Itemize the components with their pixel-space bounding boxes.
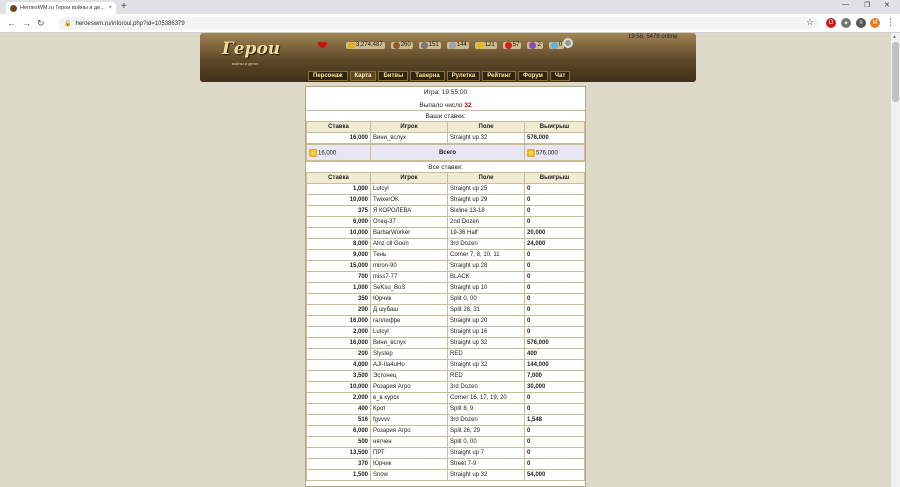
menu-item[interactable]: Рулетка — [447, 71, 481, 81]
resource-bar — [346, 40, 564, 50]
table-row — [307, 415, 585, 426]
game-logo[interactable]: Герои — [222, 39, 281, 59]
health-heart-icon: ❤ — [317, 38, 328, 53]
tab-title: HeroesWM.ru Герои войны и де... — [20, 5, 105, 11]
lock-icon: 🔒 — [64, 21, 72, 27]
bet-field: Straight up 32 — [448, 338, 525, 349]
clock-icon — [563, 38, 573, 48]
gold-icon — [309, 149, 317, 157]
bet-win: 0 — [525, 305, 585, 316]
your-bets-caption: Ваши ставки: — [306, 110, 585, 121]
ore-icon — [421, 42, 428, 49]
bet-field: Corner 16, 17, 19, 20 — [448, 393, 525, 404]
main-menu — [308, 71, 570, 81]
bet-win: 0 — [525, 327, 585, 338]
bet-stake: 6,000 — [307, 426, 371, 437]
bet-field: Split 8, 9 — [448, 404, 525, 415]
bet-field: Split 26, 29 — [448, 426, 525, 437]
bet-field: Straight up 32 — [448, 470, 525, 481]
bet-player-link[interactable]: Я КОРОЛЕВА — [371, 206, 448, 217]
gold-icon — [348, 42, 355, 49]
bet-win: 0 — [525, 283, 585, 294]
column-header[interactable]: Поле — [448, 122, 525, 133]
column-header[interactable]: Выигрыш — [525, 173, 585, 184]
bet-player-link[interactable]: Тень — [371, 250, 448, 261]
menu-item[interactable]: Рейтинг — [482, 71, 516, 81]
resource-value: 0 — [558, 42, 563, 48]
more-menu-icon[interactable]: ⋮ — [886, 17, 895, 27]
bet-field: 3rd Dozen — [448, 415, 525, 426]
result-line — [306, 101, 585, 110]
bet-player-link[interactable]: Вини_вслух — [371, 133, 448, 144]
bet-field: Straight up 20 — [448, 316, 525, 327]
new-tab-button[interactable]: + — [121, 1, 127, 12]
your-bets-table — [306, 121, 585, 144]
bet-field: Split 0, 00 — [448, 437, 525, 448]
bet-player-link[interactable]: Юрчик — [371, 459, 448, 470]
resource-item[interactable] — [549, 42, 564, 49]
bet-player-link[interactable]: ПРТ — [371, 448, 448, 459]
bet-player-link[interactable]: Вини_вслух — [371, 338, 448, 349]
bet-player-link[interactable]: Отец-37 — [371, 217, 448, 228]
bet-player-link[interactable]: BarbarWorker — [371, 228, 448, 239]
bet-stake: 1,000 — [307, 283, 371, 294]
bet-win: 1,548 — [525, 415, 585, 426]
resource-item[interactable] — [447, 42, 469, 49]
table-row — [307, 133, 585, 144]
back-arrow-icon[interactable]: ← — [7, 18, 16, 28]
bet-field: 19-36 Half — [448, 228, 525, 239]
bet-stake: 10,000 — [307, 382, 371, 393]
scroll-thumb[interactable] — [892, 42, 899, 102]
table-row — [307, 316, 585, 327]
bet-win: 0 — [525, 272, 585, 283]
bet-field: Corner 7, 8, 10, 11 — [448, 250, 525, 261]
total-table — [306, 144, 585, 161]
column-header[interactable]: Ставка — [307, 173, 371, 184]
bet-field: Split 0, 00 — [448, 294, 525, 305]
table-row — [307, 360, 585, 371]
all-bets-table — [306, 172, 585, 481]
table-row — [307, 404, 585, 415]
table-row — [307, 239, 585, 250]
bet-player-link[interactable]: Lutcyl — [371, 327, 448, 338]
bet-win: 0 — [525, 404, 585, 415]
url-text: heroeswm.ru/inforoul.php?id=105386379 — [75, 20, 185, 27]
bet-win: 0 — [525, 316, 585, 327]
bet-stake: 500 — [307, 437, 371, 448]
menu-item[interactable]: Персонаж — [308, 71, 348, 81]
browser-tab-bar — [0, 0, 900, 14]
bet-field: RED — [448, 371, 525, 382]
maximize-button[interactable]: ❐ — [864, 2, 871, 9]
bet-win: 24,000 — [525, 239, 585, 250]
table-row — [307, 184, 585, 195]
sulfur-icon — [477, 42, 484, 49]
bet-player-link[interactable]: Эстонец — [371, 371, 448, 382]
resource-item[interactable] — [475, 42, 497, 49]
bet-stake: 1,500 — [307, 470, 371, 481]
bet-win: 0 — [525, 261, 585, 272]
total-stake: 16,000 — [307, 145, 371, 161]
bet-win: 0 — [525, 217, 585, 228]
resource-value: 144 — [456, 42, 467, 48]
close-icon[interactable]: × — [108, 5, 112, 11]
bet-stake: 516 — [307, 415, 371, 426]
bet-win: 400 — [525, 349, 585, 360]
bet-win: 576,000 — [525, 133, 585, 144]
total-row — [307, 145, 585, 161]
bet-field: Split 28, 31 — [448, 305, 525, 316]
bet-field: Street 7-9 — [448, 459, 525, 470]
bet-stake: 16,000 — [307, 316, 371, 327]
bet-player-link[interactable]: Lutcyl — [371, 184, 448, 195]
bet-player-link[interactable]: Д шубаш — [371, 305, 448, 316]
bet-win: 30,000 — [525, 382, 585, 393]
window-close-button[interactable]: ✕ — [884, 2, 890, 9]
total-label: Всего — [371, 145, 525, 161]
column-header[interactable]: Выигрыш — [525, 122, 585, 133]
bet-player-link[interactable]: AJI-IIa4uHo — [371, 360, 448, 371]
bet-field: Straight up 10 — [448, 283, 525, 294]
menu-item[interactable]: Битвы — [378, 71, 408, 81]
column-header[interactable]: Игрок — [371, 122, 448, 133]
table-row — [307, 349, 585, 360]
bet-win: 0 — [525, 437, 585, 448]
bet-field: BLACK — [448, 272, 525, 283]
bet-stake: 700 — [307, 272, 371, 283]
url-field[interactable] — [58, 17, 818, 30]
resource-item[interactable] — [346, 42, 385, 49]
table-row — [307, 371, 585, 382]
bet-player-link[interactable]: fgvvvv — [371, 415, 448, 426]
bet-field: Straight up 7 — [448, 448, 525, 459]
bet-player-link[interactable]: галлифре — [371, 316, 448, 327]
bet-player-link[interactable]: Snow — [371, 470, 448, 481]
bet-win: 7,000 — [525, 371, 585, 382]
bet-win: 54,000 — [525, 470, 585, 481]
table-row — [307, 294, 585, 305]
bet-field: 2nd Dozen — [448, 217, 525, 228]
bet-stake: 16,000 — [307, 133, 371, 144]
bet-field: Sixline 13-18 — [448, 206, 525, 217]
bet-player-link[interactable]: SeKsu_BoS — [371, 283, 448, 294]
resource-item[interactable] — [503, 42, 522, 49]
bet-field: Straight up 29 — [448, 195, 525, 206]
bet-player-link[interactable]: нягчен — [371, 437, 448, 448]
bet-win: 0 — [525, 195, 585, 206]
game-logo-subtitle: войны и денег — [232, 61, 259, 66]
wood-icon — [393, 42, 400, 49]
menu-item[interactable]: Таверна — [410, 71, 444, 81]
bet-field: RED — [448, 349, 525, 360]
bet-player-link[interactable]: TwixerOK — [371, 195, 448, 206]
resource-item[interactable] — [527, 42, 542, 49]
bet-stake: 200 — [307, 305, 371, 316]
bet-stake: 8,000 — [307, 239, 371, 250]
table-row — [307, 228, 585, 239]
bet-stake: 15,000 — [307, 261, 371, 272]
bet-stake: 3,500 — [307, 371, 371, 382]
bet-stake: 2,000 — [307, 393, 371, 404]
gold-icon — [527, 149, 535, 157]
bet-stake: 200 — [307, 349, 371, 360]
resource-item[interactable] — [391, 42, 413, 49]
bet-player-link[interactable]: Slystep — [371, 349, 448, 360]
bet-win: 576,000 — [525, 338, 585, 349]
game-time: Игра: 19:55:00 — [423, 89, 468, 96]
bet-win: 144,000 — [525, 360, 585, 371]
reload-icon[interactable]: ↻ — [37, 18, 45, 28]
bet-field: Straight up 16 — [448, 327, 525, 338]
bet-win: 0 — [525, 448, 585, 459]
page-scrollbar[interactable] — [891, 33, 900, 487]
table-row — [307, 338, 585, 349]
favicon-icon — [10, 5, 17, 12]
bet-field: Straight up 32 — [448, 360, 525, 371]
resource-value: 2 — [537, 42, 541, 48]
table-row — [307, 261, 585, 272]
bet-stake: 350 — [307, 294, 371, 305]
table-row — [307, 217, 585, 228]
bet-player-link[interactable]: Alnz oll Goun — [371, 239, 448, 250]
resource-value: 151 — [428, 42, 439, 48]
minimize-button[interactable]: — — [842, 1, 849, 8]
table-row — [307, 250, 585, 261]
bet-player-link[interactable]: Юрчик — [371, 294, 448, 305]
resource-value: 3,274,487 — [356, 42, 383, 48]
bet-player-link[interactable]: Крот — [371, 404, 448, 415]
bet-stake: 10,000 — [307, 195, 371, 206]
bet-player-link[interactable]: Розария Агро — [371, 382, 448, 393]
bet-stake: 375 — [307, 206, 371, 217]
table-row — [307, 448, 585, 459]
roulette-result-panel — [305, 86, 586, 487]
diamond-icon — [551, 42, 558, 49]
bookmark-star-icon[interactable]: ☆ — [806, 17, 815, 27]
table-row — [307, 195, 585, 206]
game-header — [200, 33, 696, 82]
bet-player-link[interactable]: Розария Агро — [371, 426, 448, 437]
menu-list-icon[interactable]: ≡ — [856, 18, 866, 28]
table-row — [307, 470, 585, 481]
bet-stake: 2,000 — [307, 327, 371, 338]
menu-item[interactable]: Карта — [350, 71, 377, 81]
resource-item[interactable] — [419, 42, 441, 49]
bet-field: 3rd Dozen — [448, 382, 525, 393]
bet-stake: 400 — [307, 404, 371, 415]
bet-win: 0 — [525, 250, 585, 261]
scroll-up-arrow-icon[interactable]: ▲ — [892, 34, 897, 40]
server-time-online: 19:58, 5478 online — [628, 34, 678, 40]
table-row — [307, 327, 585, 338]
bet-win: 0 — [525, 184, 585, 195]
bet-win: 0 — [525, 393, 585, 404]
address-bar — [0, 14, 900, 33]
bet-field: Straight up 25 — [448, 184, 525, 195]
bet-stake: 370 — [307, 459, 371, 470]
bet-win: 0 — [525, 294, 585, 305]
table-row — [307, 206, 585, 217]
bet-field: Straight up 28 — [448, 261, 525, 272]
resource-value: 57 — [512, 42, 520, 48]
table-row — [307, 437, 585, 448]
table-row — [307, 272, 585, 283]
table-row — [307, 459, 585, 470]
menu-item[interactable]: Чат — [550, 71, 571, 81]
bet-win: 0 — [525, 459, 585, 470]
bet-field: Straight up 32 — [448, 133, 525, 144]
mercury-icon — [449, 42, 456, 49]
bet-stake: 10,000 — [307, 228, 371, 239]
opera-extension-icon[interactable]: O — [826, 18, 836, 28]
table-row — [307, 426, 585, 437]
crystal-icon — [505, 42, 512, 49]
bet-player-link[interactable]: в_в курск — [371, 393, 448, 404]
bet-stake: 4,000 — [307, 360, 371, 371]
browser-tab[interactable] — [6, 2, 116, 14]
bet-player-link[interactable]: miron-90 — [371, 261, 448, 272]
menu-item[interactable]: Форум — [518, 71, 548, 81]
bet-stake: 1,000 — [307, 184, 371, 195]
result-number: 32 — [464, 102, 472, 109]
puzzle-extension-icon[interactable]: ✦ — [841, 18, 851, 28]
all-bets-caption: Все ставки: — [306, 161, 585, 172]
bet-stake: 6,000 — [307, 217, 371, 228]
bet-stake: 13,500 — [307, 448, 371, 459]
bet-field: 3rd Dozen — [448, 239, 525, 250]
bet-win: 20,000 — [525, 228, 585, 239]
gem-icon — [529, 42, 536, 49]
table-row — [307, 382, 585, 393]
resource-value: 121 — [484, 42, 495, 48]
column-header[interactable]: Игрок — [371, 173, 448, 184]
column-header[interactable]: Поле — [448, 173, 525, 184]
bet-win: 0 — [525, 206, 585, 217]
forward-arrow-icon[interactable]: → — [22, 18, 31, 28]
resource-value: 260 — [400, 42, 411, 48]
total-win: 576,000 — [525, 145, 585, 161]
result-label: Выпало число — [419, 102, 463, 109]
table-row — [307, 283, 585, 294]
bet-stake: 9,000 — [307, 250, 371, 261]
bet-win: 0 — [525, 426, 585, 437]
bet-player-link[interactable]: miss7-77 — [371, 272, 448, 283]
table-row — [307, 305, 585, 316]
column-header[interactable]: Ставка — [307, 122, 371, 133]
table-row — [307, 393, 585, 404]
profile-avatar[interactable]: М — [870, 18, 880, 28]
bet-stake: 16,000 — [307, 338, 371, 349]
